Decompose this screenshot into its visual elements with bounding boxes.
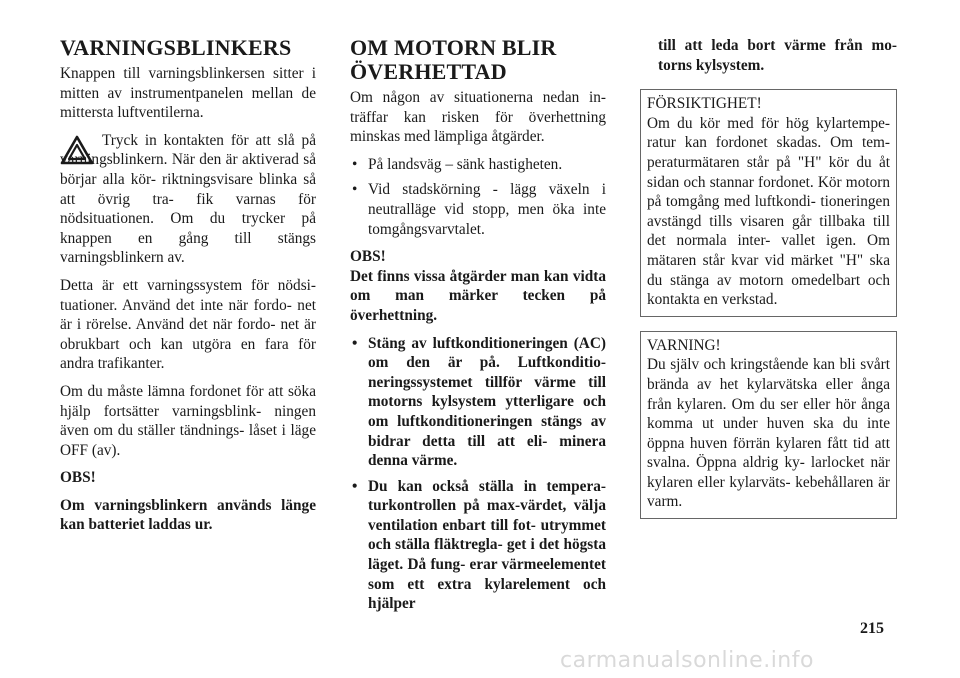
overheating-intro-paragraph: Om någon av situationerna nedan in- träffar kan risken för överhettning minskas med lämpliga åtgärder. bbox=[350, 89, 606, 146]
warning-heading: VARNING! bbox=[647, 336, 721, 354]
list-item: • Vid stadskörning - lägg växeln i neutralläge vid stopp, men öka inte tomgångsvarvtalet. bbox=[352, 181, 606, 238]
hazard-triangle-icon bbox=[60, 135, 94, 165]
obs-label: OBS! bbox=[350, 248, 386, 266]
caution-heading: FÖRSIKTIGHET! bbox=[647, 95, 762, 113]
hazard-instruction-text: Tryck in kontakten för att slå på varningsblinkern. När den är aktiverad så börjar alla kör- riktningsvisare blinka så att övrig tra- fik varnas för nödsituationen. Om du trycker på knappen en gång till stängs varningsblinkern av. bbox=[60, 131, 316, 267]
obs-battery-note: Om varningsblinkern används länge kan batteriet laddas ur. bbox=[60, 496, 316, 534]
hazard-leave-vehicle-paragraph: Om du måste lämna fordonet för att söka hjälp fortsätter varningsblink- ningen även om du ställer tändnings- låset i läge OFF (av). bbox=[60, 382, 316, 459]
obs-overheating-note: Det finns vissa åtgärder man kan vidta om man märker tecken på överhettning. bbox=[350, 267, 606, 324]
warning-text: Du själv och kringstående kan bli svårt brända av het kylarvätska eller ånga från kylaren. Om du ser eller hör ånga komma ut under huven ska du inte öppna huven förrän kylaren fått tid att svalna. Öppna aldrig ky- larlocket när kylaren eller kylarväts- kebehållaren är varm. bbox=[647, 356, 890, 511]
bullet-icon: • bbox=[352, 181, 358, 199]
bullet-icon: • bbox=[352, 334, 358, 352]
overheating-actions-list bbox=[350, 334, 606, 614]
watermark: carmanualsonline.info bbox=[560, 648, 814, 673]
obs-label: OBS! bbox=[60, 469, 96, 487]
hazard-intro-paragraph: Knappen till varningsblinkersen sitter i mitten av instrumentpanelen mellan de mittersta luftventilerna. bbox=[60, 65, 316, 122]
column-overheating bbox=[350, 36, 606, 622]
bullet-icon: • bbox=[352, 155, 358, 173]
caution-text: Om du kör med för hög kylartempe- ratur kan fordonet skadas. Om tem- peraturmätaren står på "H" kör du åt sidan och stannar fordonet. Kör motorn på tomgång med luftkondi- tioneringen avstängd tills visaren går tillbaka till det normala inter- vallet igen. Om mätaren står kvar vid märket "H" ska du stänga av motorn omedelbart och kontakta en verkstad. bbox=[647, 114, 890, 309]
bullet-icon: • bbox=[352, 477, 358, 495]
list-item: • På landsväg – sänk hastigheten. bbox=[352, 155, 563, 173]
list-item: • Stäng av luftkonditioneringen (AC) om den är på. Luftkonditio- neringssystemet tillför värme till motorns kylsystem ytterligare och om luftkonditioneringen stängs av bidrar detta till att eli- minera denna värme. bbox=[352, 334, 606, 470]
overheating-situations-list bbox=[350, 155, 606, 239]
hazard-usage-paragraph: Detta är ett varningssystem för nödsi- tuationer. Använd det inte när fordo- net är i rörelse. Använd det när fordo- net är obrukbart och kan utgöra en fara för andra trafikanter. bbox=[60, 276, 316, 373]
column-overheating-continued bbox=[640, 36, 897, 533]
list-item: • Du kan också ställa in tempera- turkontrollen på max-värdet, välja ventilation enbart till fot- utrymmet och ställa fläktregla- get i det högsta läget. Då fung- erar värmeelementet som ett extra kylarelement och hjälper bbox=[352, 477, 606, 613]
action-continuation-text: till att leda bort värme från mo- torns kylsystem. bbox=[658, 37, 897, 74]
caution-box bbox=[640, 89, 897, 317]
heading-hazard-lights: VARNINGSBLINKERS bbox=[60, 35, 292, 60]
warning-box bbox=[640, 331, 897, 519]
page-number: 215 bbox=[860, 620, 884, 637]
column-hazard-lights bbox=[60, 36, 316, 543]
hazard-instruction-block bbox=[60, 131, 316, 268]
heading-overheating: OM MOTORN BLIR ÖVERHETTAD bbox=[350, 35, 557, 84]
